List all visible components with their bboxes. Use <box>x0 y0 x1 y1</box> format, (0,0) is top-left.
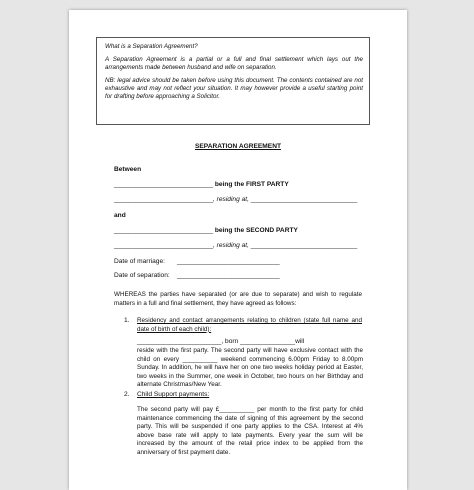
first-residing-blank[interactable]: ___________________________ <box>114 196 214 203</box>
item-2-heading: Child Support payments: <box>137 391 210 398</box>
first-residing-text: , residing at, <box>213 196 251 203</box>
whereas-text: WHEREAS the parties have separated (or are due to separate) and wish to regulate matters in a full and final settlement, they have agreed as follows: <box>114 291 362 307</box>
item-1-number: 1. <box>124 317 130 324</box>
marriage-date-blank[interactable]: ____________________________ <box>177 258 280 265</box>
document-title: SEPARATION AGREEMENT <box>195 143 281 150</box>
child-dob-blank[interactable]: _______________ <box>240 338 296 345</box>
second-residing-text: , residing at, <box>213 242 251 249</box>
second-party-line <box>114 227 298 235</box>
second-party-blank[interactable]: ___________________________ <box>114 227 214 234</box>
first-party-label: being the FIRST PARTY <box>213 181 289 188</box>
item-1-heading <box>137 317 362 334</box>
document-page <box>69 10 407 490</box>
item-2-body-text: The second party will pay £__________ per month to the first party for child maintenance commencing the date of signing of this agreement by the second party. This will be suspended if one party applies to the CSA. Interest at 4% above base rate will apply to late payments. Every year the sum will be increased by the amount of the retail price index to be applied from the anniversary of first payment date. <box>137 406 363 456</box>
notice-paragraph-2: NB: legal advice should be taken before using this document. The contents contained are not exhaustive and may not reflect your situation. It may however provide a useful starting point for drafting before approaching a Solicitor. <box>105 77 363 100</box>
child-will-text: will <box>295 338 305 345</box>
notice-box <box>96 37 370 125</box>
separation-date-label: Date of separation: <box>114 272 170 279</box>
child-born-text: , born <box>221 338 241 345</box>
item-2-body <box>137 406 363 458</box>
item-1-child-line <box>137 338 304 346</box>
first-address-blank[interactable]: _____________________________ <box>250 196 358 203</box>
between-label: Between <box>114 166 142 173</box>
item-1-body <box>137 347 363 390</box>
item-1-body-text: reside with the first party. The second party will have exclusive contact with the child on every __________ weekend commencing 6.00pm Friday to 8.00pm Sunday. In addition, he will have her on one two weeks holiday period at Easter, two weeks in the Summer, one week in October, two hours on her Birthday and alternate Christmas/New Year. <box>137 347 363 389</box>
second-address-blank[interactable]: _____________________________ <box>250 242 358 249</box>
notice-heading: What is a Separation Agreement? <box>105 43 198 50</box>
first-party-line <box>114 181 289 189</box>
notice-paragraph-1: A Separation Agreement is a partial or a full and final settlement which lays out the arrangements made between husband and wife on separation. <box>105 56 363 71</box>
item-1-heading-text: Residency and contact arrangements relating to children (state full name and date of birth of each child): <box>137 317 362 333</box>
and-label: and <box>114 212 126 219</box>
second-residing-blank[interactable]: ___________________________ <box>114 242 214 249</box>
first-residing-line <box>114 196 357 204</box>
child-name-blank[interactable]: _______________________ <box>137 338 222 345</box>
separation-date-blank[interactable]: ____________________________ <box>177 272 280 279</box>
second-party-label: being the SECOND PARTY <box>213 227 298 234</box>
item-2-number: 2. <box>124 391 130 398</box>
second-residing-line <box>114 242 357 250</box>
whereas-paragraph <box>114 291 362 308</box>
first-party-blank[interactable]: ___________________________ <box>114 181 214 188</box>
marriage-date-label: Date of marriage: <box>114 258 165 265</box>
